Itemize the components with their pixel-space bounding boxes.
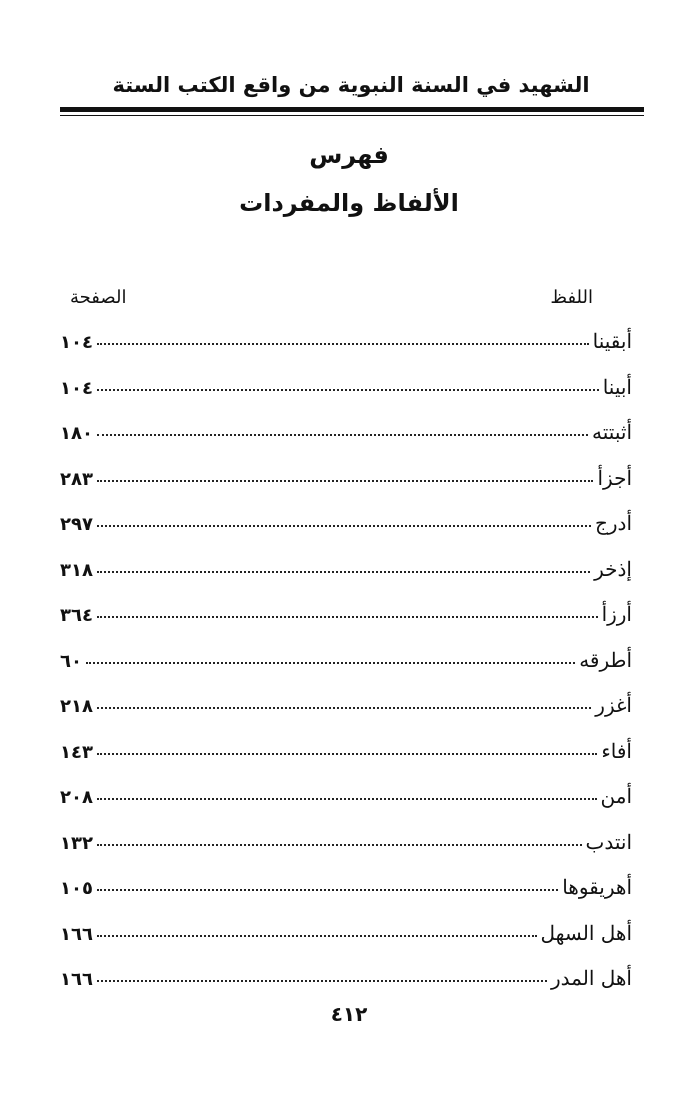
header-rule-thick: [60, 107, 644, 112]
index-entry: [60, 916, 632, 962]
entry-word: إذخر: [594, 556, 632, 581]
index-entry: [60, 415, 632, 461]
index-entries: [60, 324, 632, 1007]
entry-page-number: ١٦٦: [60, 969, 93, 990]
entry-page-number: ١٦٦: [60, 923, 93, 945]
leader-dots: [86, 662, 575, 664]
leader-dots: [97, 389, 599, 391]
leader-dots: [97, 935, 537, 937]
leader-dots: [97, 480, 594, 482]
entry-word: أرزأ: [601, 602, 632, 626]
index-entry: [60, 688, 632, 734]
leader-dots: [97, 343, 589, 345]
index-entry: [60, 734, 632, 780]
entry-page-number: ١٨٠: [60, 423, 93, 444]
leader-dots: [97, 434, 588, 436]
leader-dots: [97, 798, 597, 800]
index-entry: [60, 461, 632, 507]
column-header-page: الصفحة: [70, 287, 127, 308]
entry-page-number: ٢٩٧: [60, 514, 93, 535]
entry-page-number: ١٤٣: [60, 741, 93, 763]
page-number: ٤١٢: [330, 1002, 368, 1026]
entry-word: أهل المدر: [551, 966, 632, 990]
index-entry: [60, 324, 632, 370]
entry-page-number: ٣١٨: [60, 559, 93, 581]
index-subtitle: الألفاظ والمفردات: [239, 189, 459, 217]
index-entry: [60, 779, 632, 825]
entry-word: أفاء: [601, 738, 632, 763]
entry-page-number: ٣٦٤: [60, 605, 93, 626]
entry-word: أهريقوها: [562, 875, 632, 899]
entry-page-number: ١٠٥: [60, 878, 93, 899]
index-title: فهرس: [309, 141, 389, 169]
entry-word: أبينا: [602, 374, 632, 399]
entry-page-number: ١٠٤: [60, 332, 93, 353]
entry-word: أبقينا: [592, 329, 632, 353]
entry-word: أغزر: [595, 693, 632, 717]
column-header-word: اللفظ: [550, 287, 593, 308]
index-entry: [60, 597, 632, 643]
entry-word: أجزأ: [597, 465, 632, 490]
entry-page-number: ١٣٢: [60, 832, 93, 854]
leader-dots: [97, 571, 590, 573]
entry-word: أمن: [600, 784, 632, 808]
leader-dots: [97, 980, 547, 982]
entry-word: أطرقه: [579, 647, 632, 672]
leader-dots: [97, 753, 597, 755]
entry-page-number: ٢٨٣: [60, 468, 93, 490]
leader-dots: [97, 844, 582, 846]
index-entry: [60, 870, 632, 916]
entry-word: أهل السهل: [540, 920, 632, 945]
leader-dots: [97, 616, 598, 618]
entry-page-number: ١٠٤: [60, 377, 93, 399]
entry-word: انتدب: [585, 829, 632, 854]
entry-page-number: ٦٠: [60, 650, 82, 672]
header-rule-thin: [60, 115, 644, 116]
leader-dots: [97, 889, 558, 891]
index-entry: [60, 643, 632, 689]
index-entry: [60, 370, 632, 416]
leader-dots: [97, 707, 591, 709]
index-entry: [60, 552, 632, 598]
leader-dots: [97, 525, 591, 527]
entry-page-number: ٢١٨: [60, 696, 93, 717]
index-entry: [60, 825, 632, 871]
entry-page-number: ٢٠٨: [60, 787, 93, 808]
running-header: الشهيد في السنة النبوية من واقع الكتب الستة: [112, 73, 590, 97]
index-entry: [60, 506, 632, 552]
entry-word: أدرج: [594, 511, 632, 535]
entry-word: أثبتته: [592, 420, 632, 444]
